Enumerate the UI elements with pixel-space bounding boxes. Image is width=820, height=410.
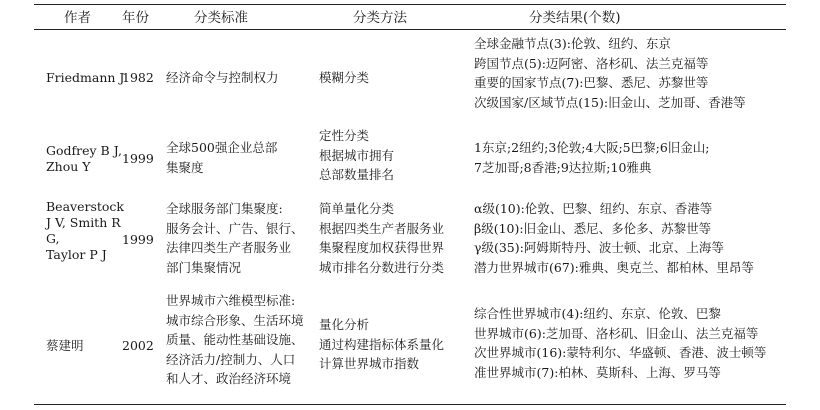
result-cell: 全球金融节点(3):伦敦、纽约、东京 跨国节点(5):迈阿密、洛杉矶、法兰克福等 重要的国家节点(7):巴黎、悉尼、苏黎世等 次级国家/区域节点(15):旧金山、芝加哥、香港等 (474, 36, 746, 110)
table-top-rule (34, 4, 786, 5)
year-cell: 1999 (122, 151, 154, 166)
criteria-cell: 世界城市六维模型标准: 城市综合形象、生活环境 质量、能动性基础设施、 经济活力/控制力、人口 和人才、政治经济环境 (166, 293, 304, 386)
author-cell: Godfrey B J, Zhou Y (46, 143, 122, 174)
header-result: 分类结果(个数) (529, 10, 621, 26)
author-cell: 蔡建明 (46, 338, 84, 353)
method-cell: 量化分析 通过构建指标体系量化 计算世界城市指数 (319, 317, 445, 371)
header-author: 作者 (64, 10, 91, 26)
criteria-cell: 全球服务部门集聚度: 服务会计、广告、银行、 法律四类生产者服务业 部门集聚情况 (166, 201, 304, 275)
criteria-cell: 经济命令与控制权力 (166, 70, 279, 85)
header-year: 年份 (122, 10, 149, 26)
result-cell: α级(10):伦敦、巴黎、纽约、东京、香港等 β级(10):旧金山、悉尼、多伦多、苏黎世等 γ级(35):阿姆斯特丹、波士顿、北京、上海等 潜力世界城市(67):雅典、奥克兰、都柏林、里昂等 (474, 201, 754, 275)
criteria-cell: 全球500强企业总部 集聚度 (166, 140, 278, 175)
year-cell: 1999 (122, 232, 154, 247)
result-cell: 综合性世界城市(4):纽约、东京、伦敦、巴黎 世界城市(6):芝加哥、洛杉矶、旧金山、法兰克福等 次世界城市(16):蒙特利尔、华盛顿、香港、波士顿等 准世界城市(7):柏林、莫斯科、上海、罗马等 (474, 306, 767, 380)
method-cell: 简单量化分类 根据四类生产者服务业 集聚程度加权获得世界 城市排名分数进行分类 (319, 201, 445, 275)
author-cell: Friedmann J (46, 70, 125, 85)
year-cell: 1982 (122, 70, 154, 85)
year-cell: 2002 (122, 338, 154, 353)
author-cell: Beaverstock J V, Smith R G, Taylor P J (46, 199, 125, 262)
table-bottom-rule (34, 404, 786, 405)
header-method: 分类方法 (353, 10, 407, 26)
header-criteria: 分类标准 (194, 10, 248, 26)
method-cell: 模糊分类 (319, 70, 370, 85)
method-cell: 定性分类 根据城市拥有 总部数量排名 (319, 128, 395, 182)
result-cell: 1东京;2纽约;3伦敦;4大阪;5巴黎;6旧金山; 7芝加哥;8香港;9达拉斯;10雅典 (474, 140, 710, 175)
table-header-rule (34, 29, 786, 30)
